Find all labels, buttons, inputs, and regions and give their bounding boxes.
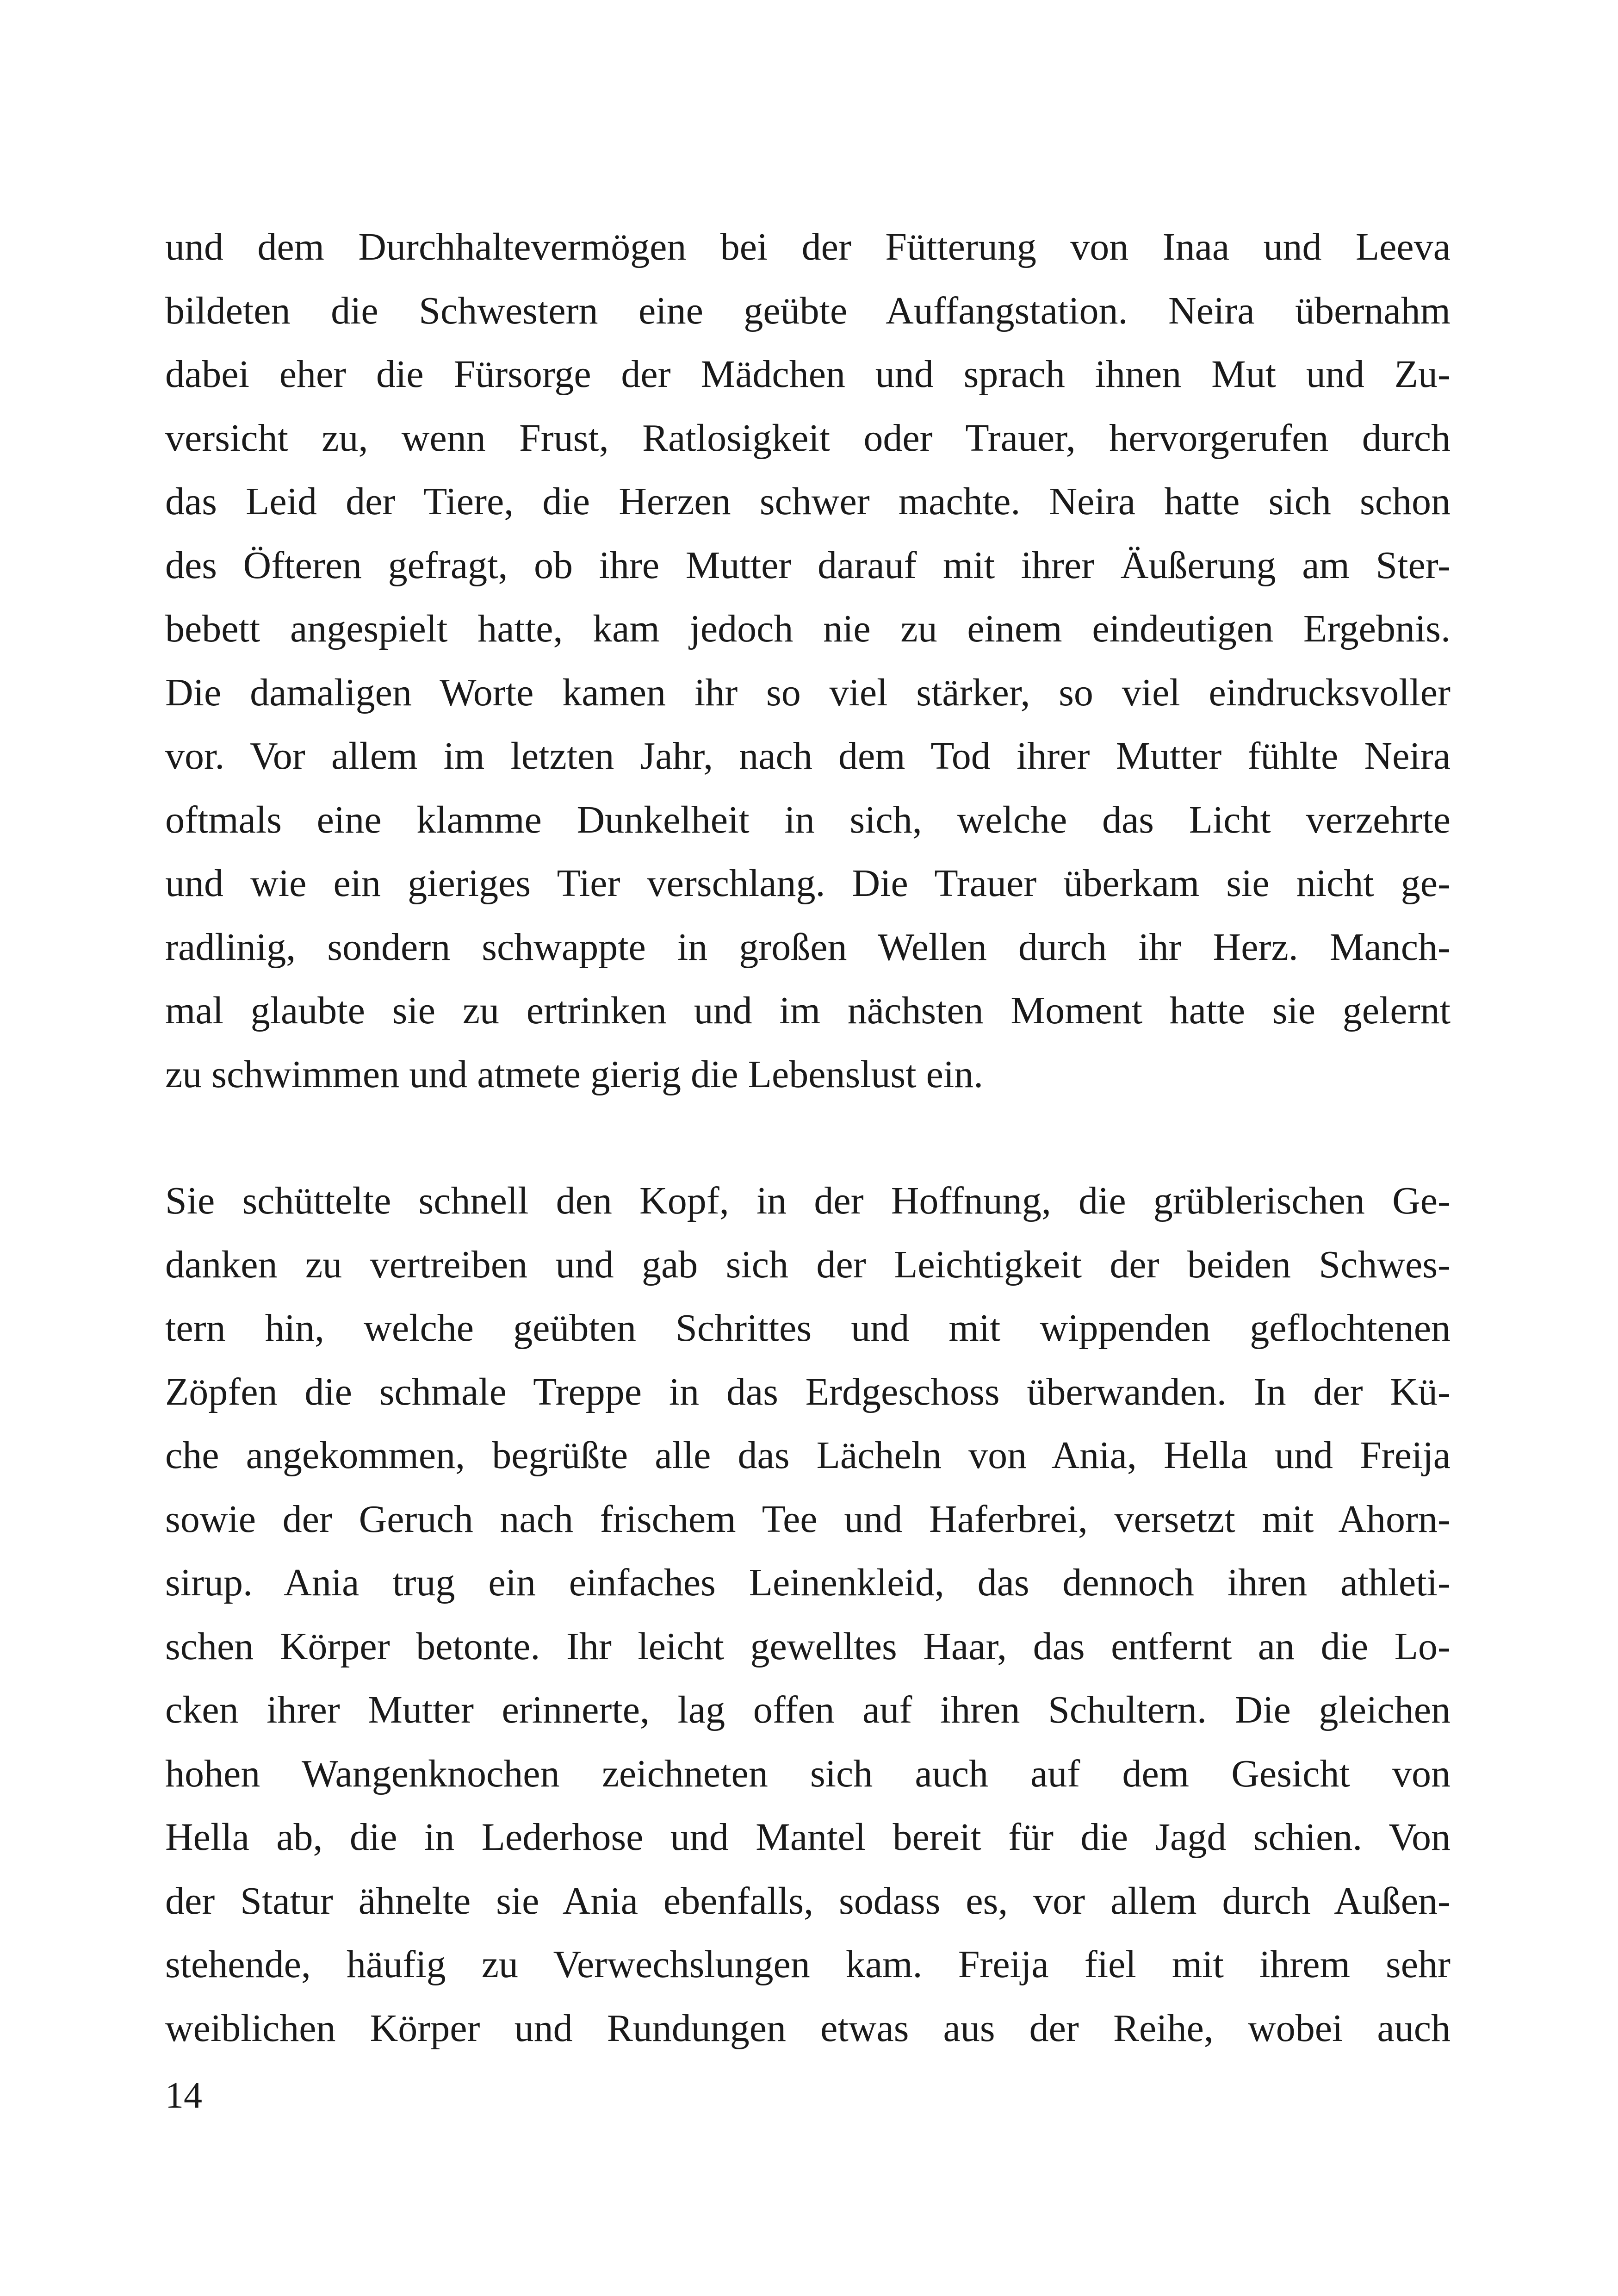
text-line: sirup. Ania trug ein einfaches Leinenkleid, das dennoch ihren athleti- <box>165 1561 1451 1604</box>
text-line: Hella ab, die in Lederhose und Mantel bereit für die Jagd schien. Von <box>165 1816 1451 1859</box>
text-line: Die damaligen Worte kamen ihr so viel stärker, so viel eindrucksvoller <box>165 671 1451 714</box>
text-line: Zöpfen die schmale Treppe in das Erdgeschoss überwanden. In der Kü- <box>165 1370 1451 1413</box>
page-number: 14 <box>165 2075 202 2116</box>
paragraph-2 <box>165 1169 1451 2060</box>
text-line: vor. Vor allem im letzten Jahr, nach dem Tod ihrer Mutter fühlte Neira <box>165 734 1451 778</box>
text-line: bildeten die Schwestern eine geübte Auffangstation. Neira übernahm <box>165 289 1451 332</box>
text-line: tern hin, welche geübten Schrittes und mit wippenden geflochtenen <box>165 1307 1451 1350</box>
text-line: sowie der Geruch nach frischem Tee und Haferbrei, versetzt mit Ahorn- <box>165 1497 1451 1541</box>
paragraph-1 <box>165 215 1451 1106</box>
text-line: des Öfteren gefragt, ob ihre Mutter darauf mit ihrer Äußerung am Ster- <box>165 543 1451 587</box>
text-line: bebett angespielt hatte, kam jedoch nie zu einem eindeutigen Ergebnis. <box>165 607 1451 650</box>
text-line: oftmals eine klamme Dunkelheit in sich, welche das Licht verzehrte <box>165 798 1451 841</box>
text-line: mal glaubte sie zu ertrinken und im nächsten Moment hatte sie gelernt <box>165 989 1451 1032</box>
text-line: und dem Durchhaltevermögen bei der Fütterung von Inaa und Leeva <box>165 225 1451 268</box>
text-line: dabei eher die Fürsorge der Mädchen und sprach ihnen Mut und Zu- <box>165 353 1451 396</box>
text-line: hohen Wangenknochen zeichneten sich auch auf dem Gesicht von <box>165 1752 1451 1795</box>
text-line: che angekommen, begrüßte alle das Lächeln von Ania, Hella und Freija <box>165 1434 1451 1477</box>
text-line: und wie ein gieriges Tier verschlang. Die Trauer überkam sie nicht ge- <box>165 862 1451 905</box>
text-line: das Leid der Tiere, die Herzen schwer machte. Neira hatte sich schon <box>165 480 1451 523</box>
text-line: versicht zu, wenn Frust, Ratlosigkeit oder Trauer, hervorgerufen durch <box>165 416 1451 460</box>
text-line: Sie schüttelte schnell den Kopf, in der Hoffnung, die grüblerischen Ge- <box>165 1179 1451 1222</box>
text-line: weiblichen Körper und Rundungen etwas aus der Reihe, wobei auch <box>165 2006 1451 2050</box>
text-line: schen Körper betonte. Ihr leicht gewelltes Haar, das entfernt an die Lo- <box>165 1624 1451 1668</box>
text-line: radlinig, sondern schwappte in großen Wellen durch ihr Herz. Manch- <box>165 925 1451 969</box>
text-line: zu schwimmen und atmete gierig die Lebenslust ein. <box>165 1052 984 1096</box>
text-line: der Statur ähnelte sie Ania ebenfalls, sodass es, vor allem durch Außen- <box>165 1879 1451 1923</box>
text-line: cken ihrer Mutter erinnerte, lag offen auf ihren Schultern. Die gleichen <box>165 1688 1451 1731</box>
text-line: danken zu vertreiben und gab sich der Leichtigkeit der beiden Schwes- <box>165 1243 1451 1286</box>
text-line: stehende, häufig zu Verwechslungen kam. Freija fiel mit ihrem sehr <box>165 1943 1451 1986</box>
